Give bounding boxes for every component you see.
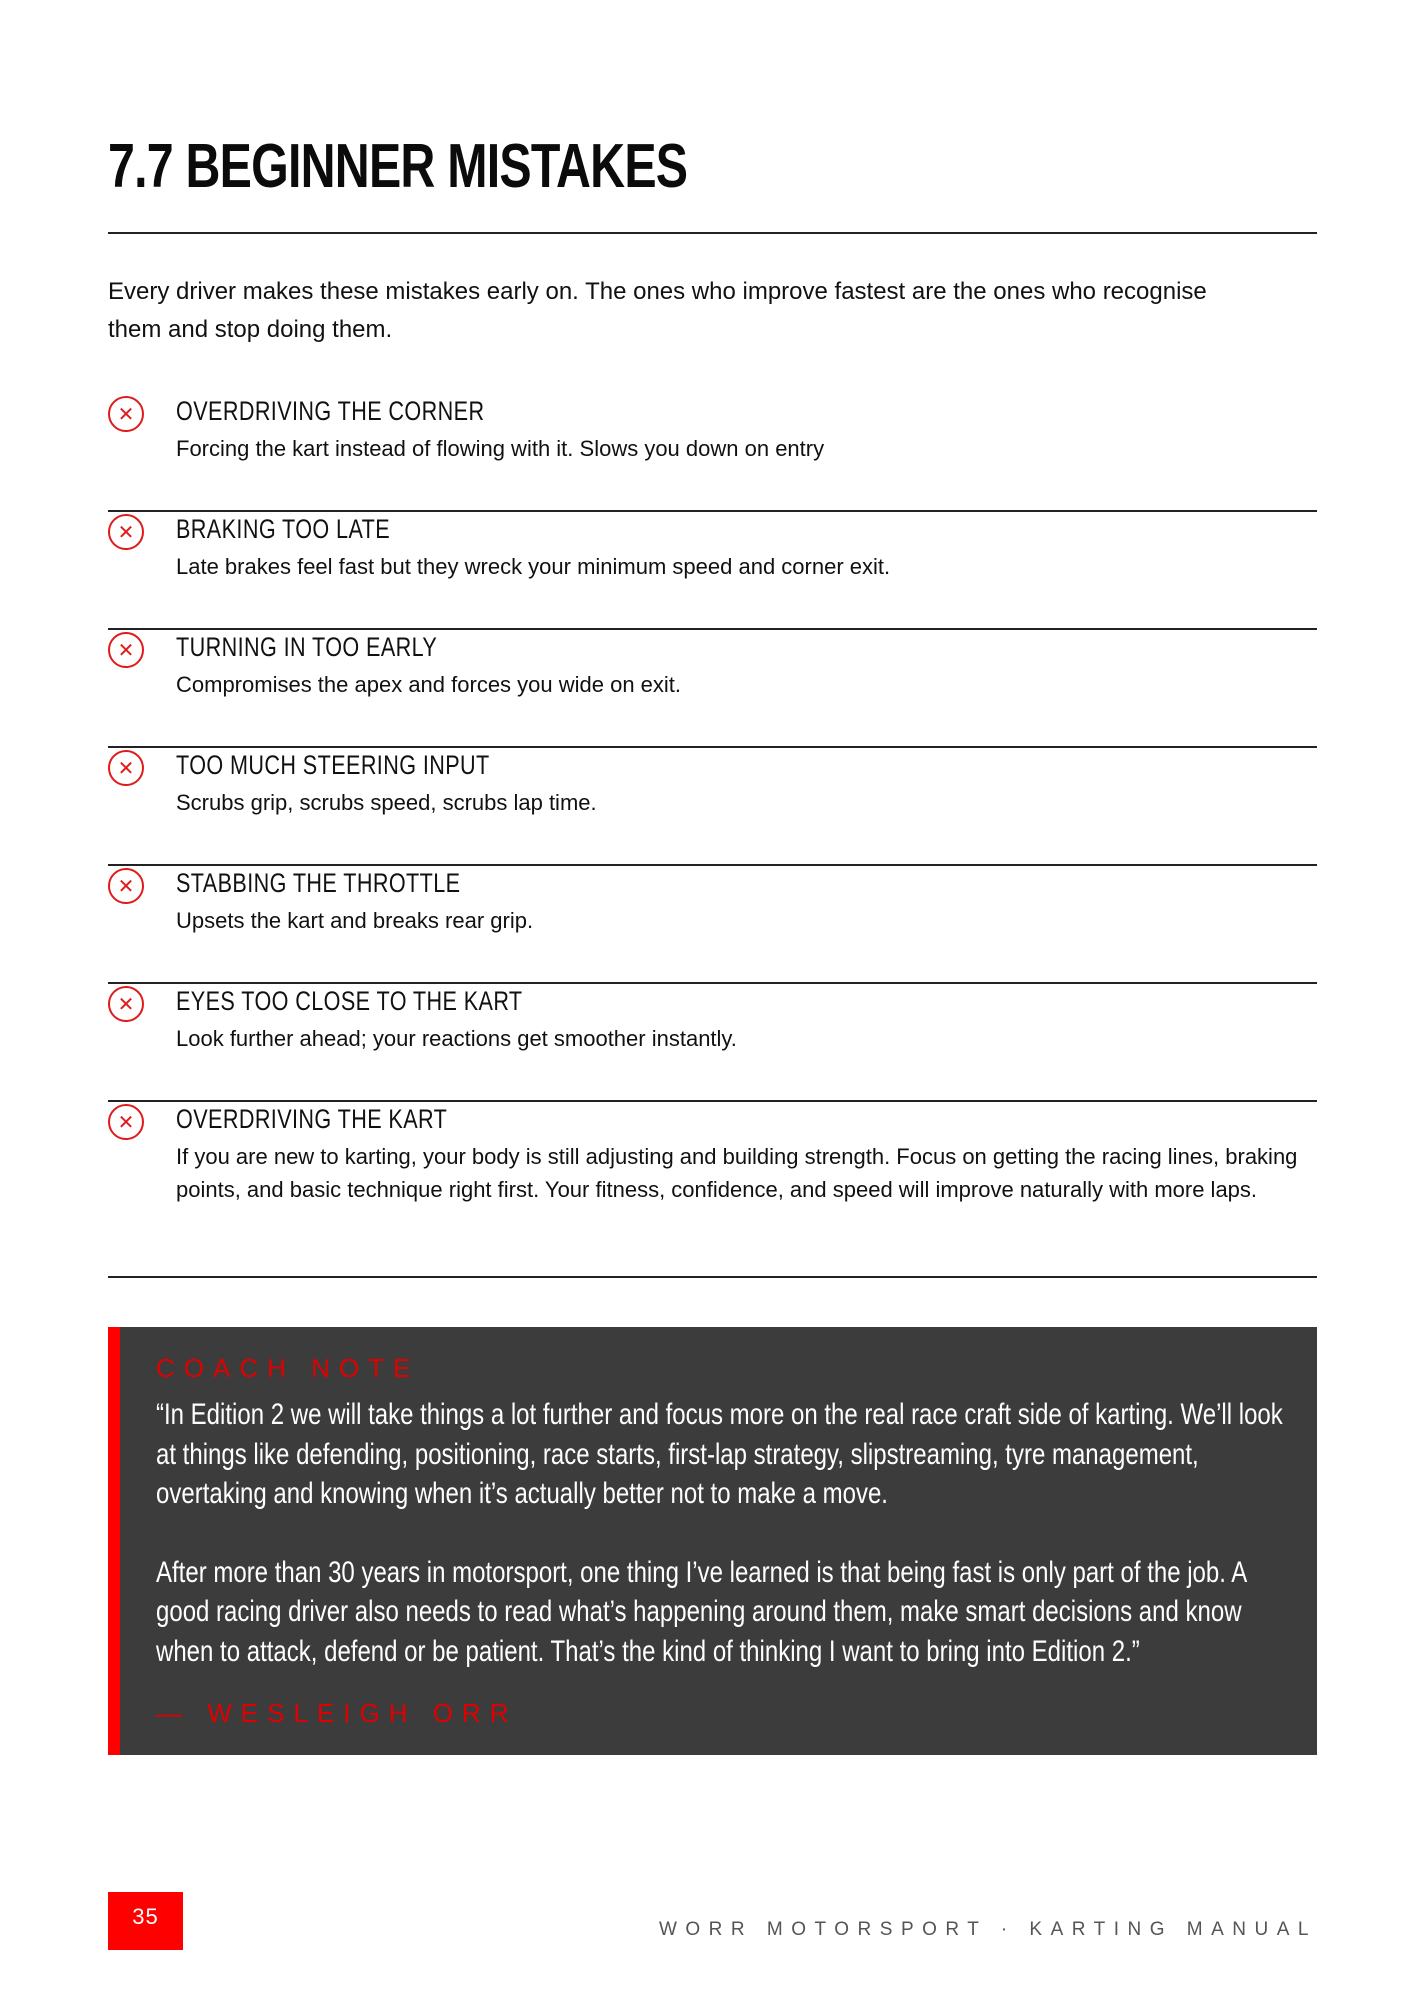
x-circle-icon: ✕: [108, 1104, 144, 1140]
coach-note-label: COACH NOTE: [156, 1353, 420, 1383]
x-circle-icon: ✕: [108, 868, 144, 904]
coach-note-author: — WESLEIGH ORR: [156, 1698, 518, 1728]
mistake-description: Scrubs grip, scrubs speed, scrubs lap time.: [176, 790, 597, 815]
mistake-description: Look further ahead; your reactions get smoother instantly.: [176, 1026, 737, 1051]
x-circle-icon: ✕: [108, 514, 144, 550]
mistake-title: TOO MUCH STEERING INPUT: [176, 750, 490, 780]
mistake-item: [108, 394, 1317, 512]
page-number: 35: [108, 1892, 183, 1950]
title-divider: [108, 232, 1317, 234]
page-title: 7.7 BEGINNER MISTAKES: [108, 132, 688, 201]
mistake-item: [108, 866, 1317, 984]
footer-brand: WORR MOTORSPORT · KARTING MANUAL: [658, 1919, 1317, 1940]
mistake-title: BRAKING TOO LATE: [176, 514, 391, 544]
coach-note-quote: [156, 1395, 1292, 1671]
mistake-item: [108, 1102, 1317, 1278]
mistake-item: [108, 984, 1317, 1102]
x-circle-icon: ✕: [108, 986, 144, 1022]
mistake-description: Late brakes feel fast but they wreck your minimum speed and corner exit.: [176, 554, 891, 579]
mistake-description: If you are new to karting, your body is still adjusting and building strength. Focus on getting the racing lines, braking points, and basic technique right first. Your fitness, confidence, and speed will improve naturally with more laps.: [176, 1144, 1298, 1202]
x-circle-icon: ✕: [108, 632, 144, 668]
mistake-title: STABBING THE THROTTLE: [176, 868, 461, 898]
mistake-title: OVERDRIVING THE KART: [176, 1104, 448, 1134]
coach-note-box: [108, 1327, 1317, 1755]
mistake-description: Compromises the apex and forces you wide on exit.: [176, 672, 682, 697]
x-circle-icon: ✕: [108, 750, 144, 786]
mistake-list: [108, 394, 1317, 1278]
mistake-item: [108, 748, 1317, 866]
mistake-title: EYES TOO CLOSE TO THE KART: [176, 986, 523, 1016]
mistake-description: Forcing the kart instead of flowing with it. Slows you down on entry: [176, 436, 825, 461]
mistake-title: OVERDRIVING THE CORNER: [176, 396, 485, 426]
x-circle-icon: ✕: [108, 396, 144, 432]
mistake-item: [108, 512, 1317, 630]
mistake-description: Upsets the kart and breaks rear grip.: [176, 908, 534, 933]
coach-note-paragraph: “In Edition 2 we will take things a lot further and focus more on the real race craft side of karting. We’ll look at things like defending, positioning, race starts, first-lap strategy, slipstreaming, tyre management, overtaking and knowing when it’s actually better not to make a move.: [156, 1398, 1283, 1510]
intro-paragraph: Every driver makes these mistakes early on. The ones who improve fastest are the ones who recognise them and stop doing them.: [108, 278, 1207, 343]
mistake-title: TURNING IN TOO EARLY: [176, 632, 438, 662]
mistake-item: [108, 630, 1317, 748]
coach-note-paragraph: After more than 30 years in motorsport, one thing I’ve learned is that being fast is only part of the job. A good racing driver also needs to read what’s happening around them, make smart decisions and know when to attack, defend or be patient. That’s the kind of thinking I want to bring into Edition 2.”: [156, 1555, 1246, 1668]
